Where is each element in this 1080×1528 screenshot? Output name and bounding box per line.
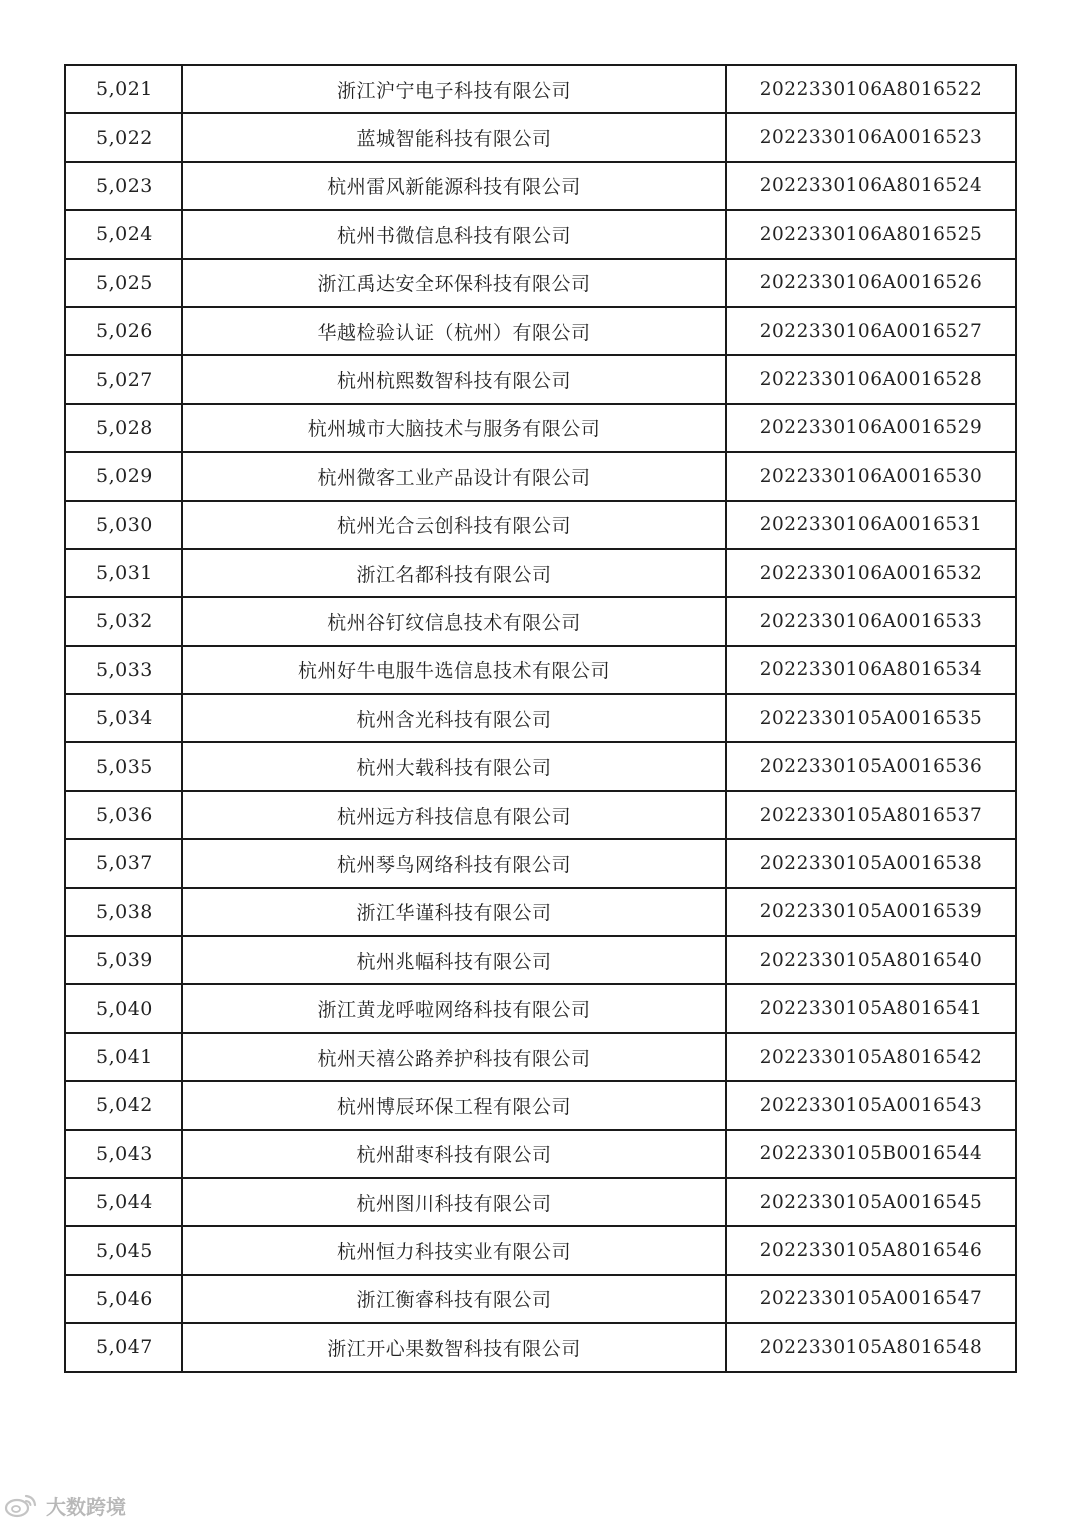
row-registration-code-cell: 2022330105A0016539 (726, 888, 1016, 936)
row-company-name-cell: 蓝城智能科技有限公司 (182, 113, 726, 161)
row-company-name-cell: 浙江黄龙呼啦网络科技有限公司 (182, 984, 726, 1032)
row-seq-cell: 5,041 (65, 1033, 182, 1081)
table-row (65, 791, 1016, 839)
watermark-text: 大数跨境 (46, 1494, 126, 1519)
table-row (65, 210, 1016, 258)
row-company-name-cell: 杭州微客工业产品设计有限公司 (182, 452, 726, 500)
table-row (65, 1226, 1016, 1274)
row-company-name-cell: 杭州图川科技有限公司 (182, 1178, 726, 1226)
row-seq-cell: 5,023 (65, 162, 182, 210)
row-company-name-cell: 杭州琴鸟网络科技有限公司 (182, 839, 726, 887)
row-company-name-cell: 杭州光合云创科技有限公司 (182, 501, 726, 549)
row-seq-cell: 5,028 (65, 404, 182, 452)
row-company-name-cell: 杭州恒力科技实业有限公司 (182, 1226, 726, 1274)
row-company-name-cell: 杭州杭熙数智科技有限公司 (182, 355, 726, 403)
table-row (65, 936, 1016, 984)
table-row (65, 839, 1016, 887)
row-registration-code-cell: 2022330106A0016523 (726, 113, 1016, 161)
row-registration-code-cell: 2022330106A8016534 (726, 646, 1016, 694)
table-row (65, 597, 1016, 645)
row-registration-code-cell: 2022330106A0016528 (726, 355, 1016, 403)
row-registration-code-cell: 2022330105A8016542 (726, 1033, 1016, 1081)
row-registration-code-cell: 2022330105A8016541 (726, 984, 1016, 1032)
row-registration-code-cell: 2022330105A8016540 (726, 936, 1016, 984)
row-seq-cell: 5,026 (65, 307, 182, 355)
row-seq-cell: 5,031 (65, 549, 182, 597)
row-registration-code-cell: 2022330105A8016537 (726, 791, 1016, 839)
row-company-name-cell: 杭州大载科技有限公司 (182, 742, 726, 790)
row-seq-cell: 5,039 (65, 936, 182, 984)
table-row (65, 65, 1016, 113)
row-registration-code-cell: 2022330106A8016522 (726, 65, 1016, 113)
row-company-name-cell: 杭州甜枣科技有限公司 (182, 1130, 726, 1178)
row-registration-code-cell: 2022330106A0016530 (726, 452, 1016, 500)
row-seq-cell: 5,045 (65, 1226, 182, 1274)
watermark (4, 1490, 126, 1520)
table-row (65, 1081, 1016, 1129)
row-seq-cell: 5,034 (65, 694, 182, 742)
table-row (65, 404, 1016, 452)
row-registration-code-cell: 2022330105A8016546 (726, 1226, 1016, 1274)
row-registration-code-cell: 2022330105A0016545 (726, 1178, 1016, 1226)
row-seq-cell: 5,027 (65, 355, 182, 403)
table-row (65, 742, 1016, 790)
table-row (65, 452, 1016, 500)
row-registration-code-cell: 2022330105A0016535 (726, 694, 1016, 742)
row-seq-cell: 5,044 (65, 1178, 182, 1226)
table-row (65, 1033, 1016, 1081)
row-seq-cell: 5,024 (65, 210, 182, 258)
table-row (65, 1323, 1016, 1371)
weibo-logo-icon (4, 1492, 40, 1518)
row-registration-code-cell: 2022330105B0016544 (726, 1130, 1016, 1178)
table-row (65, 646, 1016, 694)
row-seq-cell: 5,022 (65, 113, 182, 161)
table-row (65, 162, 1016, 210)
table-row (65, 888, 1016, 936)
row-seq-cell: 5,038 (65, 888, 182, 936)
row-registration-code-cell: 2022330105A0016543 (726, 1081, 1016, 1129)
table-row (65, 549, 1016, 597)
row-company-name-cell: 杭州含光科技有限公司 (182, 694, 726, 742)
row-registration-code-cell: 2022330105A8016548 (726, 1323, 1016, 1371)
row-seq-cell: 5,029 (65, 452, 182, 500)
table-body (65, 65, 1016, 1372)
row-registration-code-cell: 2022330106A0016526 (726, 259, 1016, 307)
row-registration-code-cell: 2022330105A0016536 (726, 742, 1016, 790)
row-registration-code-cell: 2022330106A8016525 (726, 210, 1016, 258)
row-company-name-cell: 杭州好牛电服牛选信息技术有限公司 (182, 646, 726, 694)
row-company-name-cell: 浙江衡睿科技有限公司 (182, 1275, 726, 1323)
table-row (65, 355, 1016, 403)
row-company-name-cell: 杭州书微信息科技有限公司 (182, 210, 726, 258)
row-registration-code-cell: 2022330106A8016524 (726, 162, 1016, 210)
company-list-table (64, 64, 1017, 1373)
row-company-name-cell: 杭州天禧公路养护科技有限公司 (182, 1033, 726, 1081)
row-seq-cell: 5,047 (65, 1323, 182, 1371)
row-registration-code-cell: 2022330106A0016527 (726, 307, 1016, 355)
row-company-name-cell: 杭州雷风新能源科技有限公司 (182, 162, 726, 210)
row-seq-cell: 5,021 (65, 65, 182, 113)
table-row (65, 307, 1016, 355)
row-registration-code-cell: 2022330106A0016533 (726, 597, 1016, 645)
row-company-name-cell: 浙江开心果数智科技有限公司 (182, 1323, 726, 1371)
table-row (65, 984, 1016, 1032)
table-row (65, 1178, 1016, 1226)
row-seq-cell: 5,035 (65, 742, 182, 790)
row-seq-cell: 5,033 (65, 646, 182, 694)
row-company-name-cell: 浙江华谨科技有限公司 (182, 888, 726, 936)
row-company-name-cell: 浙江沪宁电子科技有限公司 (182, 65, 726, 113)
row-registration-code-cell: 2022330105A0016547 (726, 1275, 1016, 1323)
row-seq-cell: 5,025 (65, 259, 182, 307)
row-seq-cell: 5,043 (65, 1130, 182, 1178)
row-company-name-cell: 浙江名都科技有限公司 (182, 549, 726, 597)
row-seq-cell: 5,046 (65, 1275, 182, 1323)
row-company-name-cell: 杭州博辰环保工程有限公司 (182, 1081, 726, 1129)
row-seq-cell: 5,037 (65, 839, 182, 887)
table-row (65, 501, 1016, 549)
table-row (65, 113, 1016, 161)
row-company-name-cell: 华越检验认证（杭州）有限公司 (182, 307, 726, 355)
row-seq-cell: 5,032 (65, 597, 182, 645)
table-row (65, 259, 1016, 307)
row-registration-code-cell: 2022330106A0016529 (726, 404, 1016, 452)
row-registration-code-cell: 2022330106A0016531 (726, 501, 1016, 549)
row-company-name-cell: 杭州谷钉纹信息技术有限公司 (182, 597, 726, 645)
row-seq-cell: 5,042 (65, 1081, 182, 1129)
table-row (65, 1130, 1016, 1178)
row-company-name-cell: 杭州兆幅科技有限公司 (182, 936, 726, 984)
row-registration-code-cell: 2022330105A0016538 (726, 839, 1016, 887)
table-row (65, 1275, 1016, 1323)
row-company-name-cell: 杭州城市大脑技术与服务有限公司 (182, 404, 726, 452)
row-company-name-cell: 杭州远方科技信息有限公司 (182, 791, 726, 839)
row-company-name-cell: 浙江禹达安全环保科技有限公司 (182, 259, 726, 307)
row-seq-cell: 5,030 (65, 501, 182, 549)
table-row (65, 694, 1016, 742)
row-seq-cell: 5,036 (65, 791, 182, 839)
row-seq-cell: 5,040 (65, 984, 182, 1032)
row-registration-code-cell: 2022330106A0016532 (726, 549, 1016, 597)
